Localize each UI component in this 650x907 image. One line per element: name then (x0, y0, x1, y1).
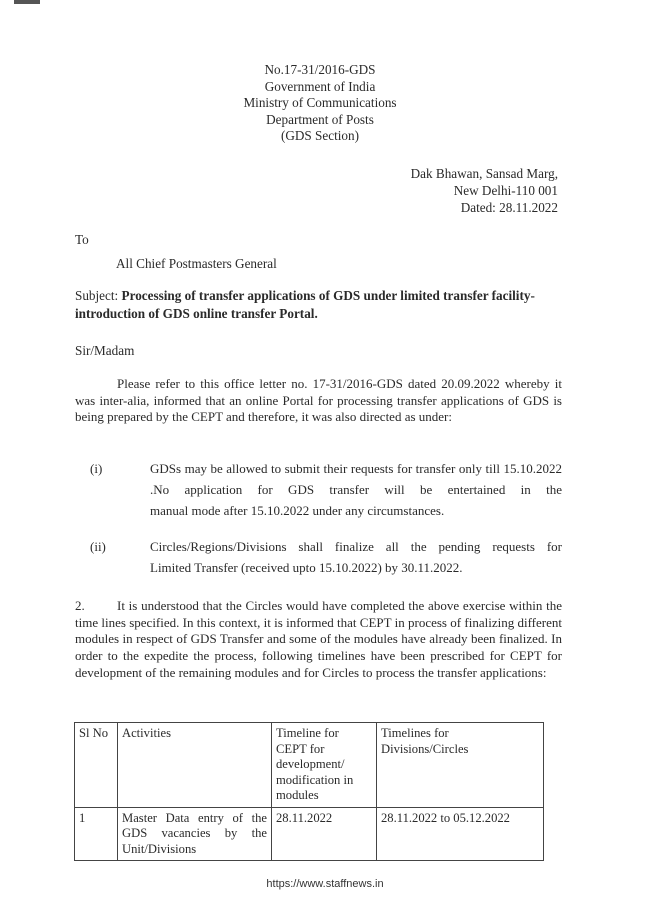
letter-header (200, 62, 440, 145)
table-row (75, 807, 544, 861)
paragraph-number: 2. (75, 598, 85, 613)
salutation: Sir/Madam (75, 343, 135, 358)
timeline-table (74, 722, 544, 861)
paragraph-2 (75, 598, 562, 682)
table-cell: 1 (75, 807, 118, 861)
list-item-text: Circles/Regions/Divisions shall finalize all the pending requests for (150, 539, 562, 554)
table-cell: Master Data entry of the GDS vacancies by the Unit/Divisions (118, 807, 272, 861)
header-department: Department of Posts (266, 111, 374, 127)
paragraph-1: Please refer to this office letter no. 17-31/2016-GDS dated 20.09.2022 whereby it was inter-alia, informed that an online Portal for processing transfer applications of GDS is being prepared by the CEPT and therefore, it was also directed as under: (75, 376, 562, 425)
list-item-text-last: manual mode after 15.10.2022 under any circumstances. (150, 503, 445, 518)
list-item-number: (ii) (90, 539, 106, 554)
addressee: All Chief Postmasters General (116, 256, 277, 271)
table-header-cell: Activities (118, 723, 272, 808)
header-government: Government of India (264, 78, 376, 94)
to-label: To (75, 232, 89, 247)
header-section: (GDS Section) (280, 128, 360, 143)
table-header-cell: Timeline for CEPT for development/ modification in modules (272, 723, 377, 808)
address-line-1: Dak Bhawan, Sansad Marg, (410, 166, 558, 181)
scan-artifact (14, 0, 40, 4)
address-line-2: New Delhi-110 001 (453, 183, 558, 198)
footer-url: https://www.staffnews.in (266, 878, 384, 890)
subject-line (75, 287, 565, 323)
table-header-cell: Timelines for Divisions/Circles (377, 723, 544, 808)
letter-date: Dated: 28.11.2022 (460, 200, 558, 215)
table-header-row (75, 723, 544, 808)
header-ministry: Ministry of Communications (243, 95, 397, 110)
reference-number: No.17-31/2016-GDS (264, 62, 376, 77)
table-header-cell: Sl No (75, 723, 118, 808)
subject-text: Processing of transfer applications of GDS under limited transfer facility- introduction of GDS online transfer Portal. (75, 288, 535, 321)
subject-label: Subject: (75, 288, 119, 303)
table-cell: 28.11.2022 to 05.12.2022 (377, 807, 544, 861)
sender-address (411, 165, 558, 216)
list-item-text: GDSs may be allowed to submit their requests for transfer only till 15.10.2022 .No application for GDS transfer will be entertained in the (150, 461, 562, 497)
paragraph-2-text: It is understood that the Circles would have completed the above exercise within the time lines specified. In this context, it is informed that CEPT in process of finalizing different modules in respect of GDS Transfer and some of the modules have already been finalized. In order to the expedite the process, following timelines have been prescribed for CEPT for development of the remaining modules and for Circles to process the transfer applications: (75, 598, 562, 680)
list-item-number: (i) (90, 461, 103, 476)
table-cell: 28.11.2022 (272, 807, 377, 861)
list-item-text-last: Limited Transfer (received upto 15.10.2022) by 30.11.2022. (150, 560, 463, 575)
